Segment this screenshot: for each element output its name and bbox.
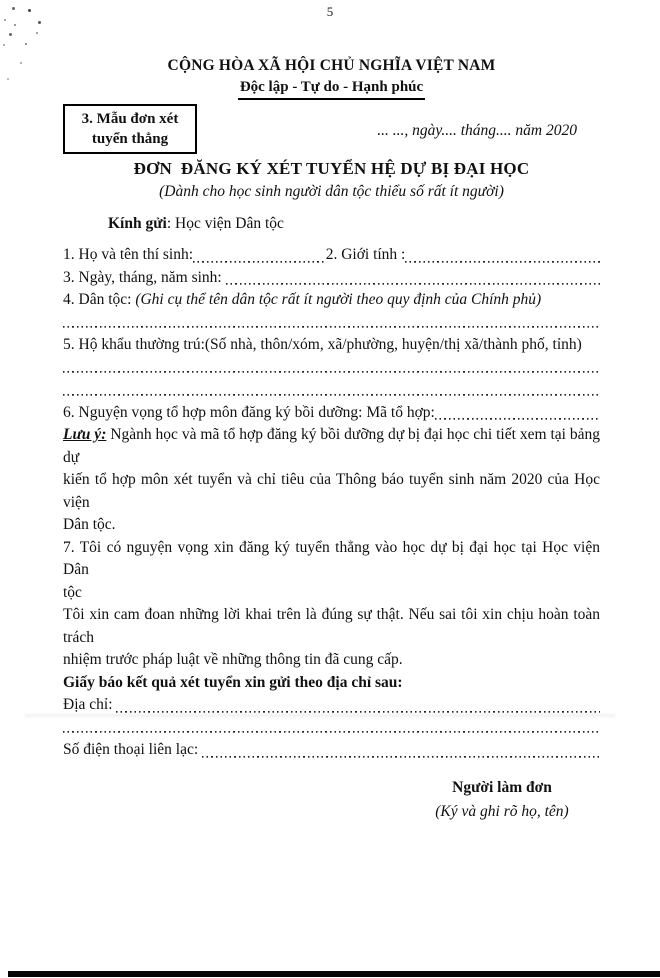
date-line: ... ..., ngày.... tháng.... năm 2020	[377, 122, 577, 139]
field-dob	[63, 267, 600, 290]
field-name-gender	[63, 244, 600, 267]
recipient-label: Kính gửi	[108, 215, 167, 232]
form-fields	[63, 244, 600, 762]
national-title: CỘNG HÒA XÃ HỘI CHỦ NGHĨA VIỆT NAM	[167, 57, 496, 74]
dotted-leader	[193, 251, 326, 267]
note-text-1: Ngành học và mã tổ hợp đăng ký bồi dưỡng dự bị đại học chi tiết xem tại bảng dự	[63, 426, 600, 466]
signature-role: Người làm đơn	[452, 778, 552, 796]
item7-line-2: tộc	[63, 583, 82, 601]
commitment-line-2: nhiệm trước pháp luật về những thông tin đã cung cấp.	[63, 651, 403, 668]
header-row	[63, 104, 600, 154]
field-phone-label: Số điện thoại liên lạc:	[63, 741, 203, 758]
motto: Độc lập - Tự do - Hạnh phúc	[238, 78, 425, 100]
field-preference-label: 6. Nguyện vọng tổ hợp môn đăng ký bồi dưỡng: Mã tổ hợp:	[63, 403, 435, 421]
dotted-leader	[202, 746, 600, 762]
note-line-2: kiến tổ hợp môn xét tuyển và chỉ tiêu của Thông báo tuyển sinh năm 2020 của Học viện	[63, 471, 600, 511]
form-box-line1: 3. Mẫu đơn xét	[81, 111, 179, 127]
note-line-3: Dân tộc.	[63, 516, 116, 533]
field-dob-label: 3. Ngày, tháng, năm sinh:	[63, 268, 226, 286]
dotted-leader	[435, 408, 600, 424]
field-phone	[63, 739, 600, 762]
dotted-blank-line	[63, 312, 600, 335]
item7-line-1: 7. Tôi có nguyện vọng xin đăng ký tuyển thẳng vào học dự bị đại học tại Học viện Dân	[63, 538, 600, 578]
field-ethnicity-label: 4. Dân tộc:	[63, 291, 136, 308]
document-body	[63, 56, 600, 824]
field-gender-label: 2. Giới tính :	[325, 246, 406, 263]
field-address-label: Địa chỉ:	[63, 696, 117, 713]
mailing-heading: Giấy báo kết quả xét tuyển xin gửi theo địa chỉ sau:	[63, 673, 403, 691]
dotted-blank-line	[63, 357, 600, 380]
field-ethnicity	[63, 289, 600, 312]
field-residence-label: 5. Hộ khẩu thường trú:(Số nhà, thôn/xóm, xã/phường, huyện/thị xã/thành phố, tỉnh)	[63, 336, 582, 353]
dotted-blank-line	[63, 379, 600, 402]
dotted-leader	[405, 251, 600, 267]
scan-edge-bar	[8, 971, 660, 977]
dotted-blank-line	[63, 717, 600, 740]
signature-block	[396, 776, 608, 824]
field-name-label: 1. Họ và tên thí sinh:	[63, 246, 194, 263]
field-preference	[63, 402, 600, 425]
commitment-line-1: Tôi xin cam đoan những lời khai trên là đúng sự thật. Nếu sai tôi xin chịu hoàn toàn trách	[63, 606, 600, 646]
motto-row	[63, 77, 600, 100]
recipient-line	[108, 214, 600, 234]
page-number: 5	[326, 4, 334, 19]
document-subtitle: (Dành cho học sinh người dân tộc thiểu số rất ít người)	[159, 183, 504, 200]
form-box-line2: tuyển thẳng	[91, 131, 169, 147]
document-title: ĐƠN ĐĂNG KÝ XÉT TUYỂN HỆ DỰ BỊ ĐẠI HỌC	[133, 159, 530, 178]
field-ethnicity-note: (Ghi cụ thể tên dân tộc rất ít người theo quy định của Chính phủ)	[135, 291, 542, 308]
dotted-leader	[226, 273, 600, 289]
recipient-value: : Học viện Dân tộc	[166, 215, 284, 232]
note-label: Lưu ý:	[63, 426, 107, 443]
scan-streak	[25, 714, 615, 717]
note-line-1	[63, 424, 600, 469]
signature-instruction: (Ký và ghi rõ họ, tên)	[435, 802, 569, 820]
form-number-box	[63, 104, 197, 154]
